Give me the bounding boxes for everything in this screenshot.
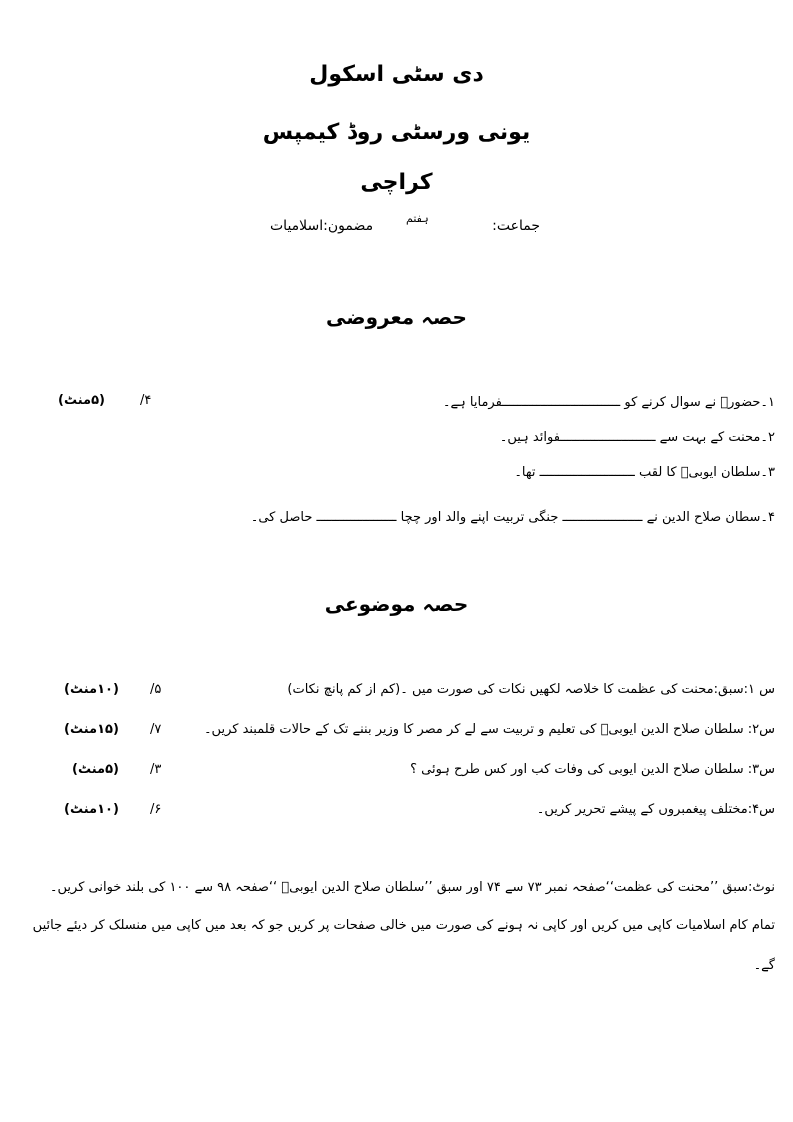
class-label: جماعت: xyxy=(492,218,540,234)
class-subject-row xyxy=(270,212,540,244)
question-1-time: (۱۰منٹ) xyxy=(64,682,119,697)
city-name: کراچی xyxy=(360,170,433,195)
question-3-time: (۵منٹ) xyxy=(72,762,119,777)
question-2-time: (۱۵منٹ) xyxy=(64,722,119,737)
objective-item-4: ۴۔سطان صلاح الدین نے ـــــــــــــــــــــ جنگی تربیت اپنے والد اور چچا ـــــــــــــــــــــ حاصل کی۔ xyxy=(250,510,775,525)
question-3-marks: ۳/ xyxy=(150,762,162,777)
note-line-3: گے۔ xyxy=(753,958,775,973)
question-2: س۲: سلطان صلاح الدین ایوبیؒ کی تعلیم و تربیت سے لے کر مصر کا وزیر بننے تک کے حالات قلمبند کریں۔ xyxy=(203,722,775,737)
question-4-marks: ۶/ xyxy=(150,802,162,817)
note-line-2: تمام کام اسلامیات کاپی میں کریں اور کاپی نہ ہونے کی صورت میں خالی صفحات پر کریں جو کہ بعد میں کاپی میں منسلک کر دیئے جائیں xyxy=(32,918,775,933)
objective-item-1: ۱۔حضورؐ نے سوال کرنے کو ـــــــــــــــــــــــــــــــفرمایا ہے۔ xyxy=(442,395,775,410)
question-3: س۳: سلطان صلاح الدین ایوبی کی وفات کب اور کس طرح ہوئی ؟ xyxy=(410,762,775,777)
objective-time: (۵منٹ) xyxy=(58,393,105,408)
section-subjective-title: حصہ موضوعی xyxy=(324,592,469,616)
note-line-1: نوٹ:سبق ’’محنت کی عظمت‘‘صفحہ نمبر ۷۳ سے ۷۴ اور سبق ’’سلطان صلاح الدین ایوبیؒ ‘‘صفحہ ۹۸ سے ۱۰۰ کی بلند خوانی کریں۔ xyxy=(49,880,775,895)
question-1-marks: ۵/ xyxy=(150,682,162,697)
school-name: دی سٹی اسکول xyxy=(309,62,484,87)
question-4: س۴:مختلف پیغمبروں کے پیشے تحریر کریں۔ xyxy=(536,802,775,817)
question-2-marks: ۷/ xyxy=(150,722,162,737)
question-1: س ۱:سبق:محنت کی عظمت کا خلاصہ لکھیں نکات کی صورت میں ۔(کم از کم پانچ نکات) xyxy=(287,682,775,697)
question-4-time: (۱۰منٹ) xyxy=(64,802,119,817)
class-value: ہفتم xyxy=(406,212,429,225)
objective-item-2: ۲۔محنت کے بہت سے ـــــــــــــــــــــــــفوائد ہیں۔ xyxy=(499,430,775,445)
objective-marks: ۴/ xyxy=(140,393,152,408)
campus-name: یونی ورسٹی روڈ کیمپس xyxy=(262,120,531,145)
subject-label: مضمون:اسلامیات xyxy=(270,218,374,234)
objective-item-3: ۳۔سلطان ایوبیؒ کا لقب ـــــــــــــــــــــــــ تھا۔ xyxy=(514,465,775,480)
section-objective-title: حصہ معروضی xyxy=(326,305,467,329)
